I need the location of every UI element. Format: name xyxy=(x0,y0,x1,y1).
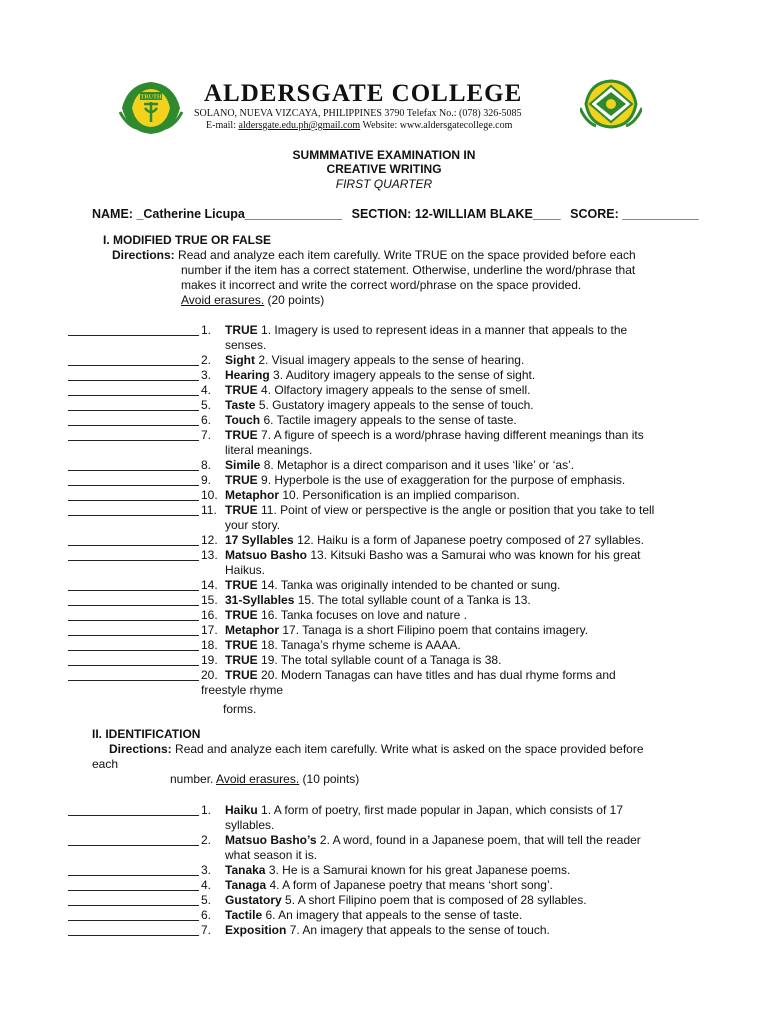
item-answer: Tactile xyxy=(225,908,263,922)
name-field: NAME: _Catherine Licupa______________ xyxy=(92,207,343,221)
item-statement: 2. A word, found in a Japanese poem, that will tell the reader xyxy=(319,833,641,847)
item-number: 16. xyxy=(201,608,218,622)
part1-directions-line1 xyxy=(112,248,636,263)
item-number: 17. xyxy=(201,623,218,637)
answer-blank-line xyxy=(68,365,199,366)
item-answer: Simile xyxy=(225,458,261,472)
item-statement: 4. A form of Japanese poetry that means ‘short song’. xyxy=(269,878,553,892)
part2-directions-line2: each xyxy=(92,757,119,771)
item-answer: TRUE xyxy=(225,608,258,622)
question-item xyxy=(201,593,676,608)
college-seal-left-icon xyxy=(118,78,184,136)
item-continuation: Haikus. xyxy=(225,563,266,577)
item-continuation: forms. xyxy=(223,702,257,716)
item-answer: TRUE xyxy=(225,668,258,682)
question-item xyxy=(201,878,676,893)
website-text: Website: www.aldersgatecollege.com xyxy=(362,120,513,131)
item-statement: 9. Hyperbole is the use of exaggeration for the purpose of emphasis. xyxy=(261,473,626,487)
part2-directions-line3 xyxy=(170,772,359,787)
question-item xyxy=(201,623,676,638)
item-number: 8. xyxy=(201,458,212,472)
answer-blank-line xyxy=(68,380,199,381)
part2-directions-label: Directions: xyxy=(109,742,172,756)
college-address: SOLANO, NUEVA VIZCAYA, PHILIPPINES 3790 Telefax No.: (078) 326-5085 xyxy=(194,108,522,119)
item-answer: Tanaka xyxy=(225,863,266,877)
item-answer: TRUE xyxy=(225,638,258,652)
item-number: 15. xyxy=(201,593,218,607)
part2-avoid-erasures: Avoid erasures. xyxy=(216,772,300,786)
item-answer: Gustatory xyxy=(225,893,282,907)
item-number: 14. xyxy=(201,578,218,592)
answer-blank-line xyxy=(68,650,199,651)
item-number: 2. xyxy=(201,833,212,847)
item-answer: Matsuo Basho xyxy=(225,548,308,562)
item-number: 7. xyxy=(201,923,212,937)
item-answer: TRUE xyxy=(225,503,258,517)
item-number: 1. xyxy=(201,803,212,817)
question-item xyxy=(201,533,676,548)
seal-left-text: TRUTH xyxy=(140,94,162,101)
item-continuation: your story. xyxy=(225,518,281,532)
question-item xyxy=(201,908,676,923)
item-number: 2. xyxy=(201,353,212,367)
item-continuation: syllables. xyxy=(225,818,275,832)
item-continuation: senses. xyxy=(225,338,267,352)
item-continuation: literal meanings. xyxy=(225,443,313,457)
question-item xyxy=(201,923,676,938)
item-answer: Metaphor xyxy=(225,623,279,637)
answer-blank-line xyxy=(68,680,199,681)
item-answer: Taste xyxy=(225,398,256,412)
college-seal-right-icon xyxy=(580,78,642,130)
question-item xyxy=(201,638,676,653)
answer-blank-line xyxy=(68,920,199,921)
question-item xyxy=(201,653,676,668)
question-item xyxy=(201,428,676,443)
item-number: 6. xyxy=(201,413,212,427)
part2-directions-text3: number. xyxy=(170,772,214,786)
item-statement: 14. Tanka was originally intended to be chanted or sung. xyxy=(261,578,561,592)
question-item xyxy=(201,803,676,818)
item-statement: 7. A figure of speech is a word/phrase having different meanings than its xyxy=(261,428,644,442)
question-item xyxy=(201,608,676,623)
question-item xyxy=(201,323,676,338)
question-item xyxy=(201,368,676,383)
answer-blank-line xyxy=(68,410,199,411)
answer-blank-line xyxy=(68,815,199,816)
part1-directions-line4 xyxy=(181,293,324,308)
item-answer: TRUE xyxy=(225,383,258,397)
item-statement: 19. The total syllable count of a Tanaga is 38. xyxy=(261,653,502,667)
answer-blank-line xyxy=(68,485,199,486)
item-statement: 3. Auditory imagery appeals to the sense of sight. xyxy=(273,368,536,382)
answer-blank-line xyxy=(68,335,199,336)
item-number: 4. xyxy=(201,878,212,892)
answer-blank-line xyxy=(68,590,199,591)
item-statement: 13. Kitsuki Basho was a Samurai who was known for his great xyxy=(310,548,641,562)
item-number: 6. xyxy=(201,908,212,922)
answer-blank-line xyxy=(68,905,199,906)
question-item xyxy=(201,473,676,488)
item-answer: TRUE xyxy=(225,323,258,337)
item-number: 10. xyxy=(201,488,218,502)
item-answer: Tanaga xyxy=(225,878,267,892)
item-answer: TRUE xyxy=(225,473,258,487)
item-statement: 8. Metaphor is a direct comparison and it uses ‘like’ or ‘as’. xyxy=(263,458,575,472)
item-continuation: what season it is. xyxy=(225,848,318,862)
answer-blank-line xyxy=(68,425,199,426)
answer-blank-line xyxy=(68,440,199,441)
item-statement: 11. Point of view or perspective is the angle or position that you take to tell xyxy=(261,503,655,517)
part1-heading: I. MODIFIED TRUE OR FALSE xyxy=(103,233,272,247)
item-answer: Sight xyxy=(225,353,255,367)
item-number: 19. xyxy=(201,653,218,667)
student-info xyxy=(92,207,705,221)
item-answer: 31-Syllables xyxy=(225,593,295,607)
college-name: ALDERSGATE COLLEGE xyxy=(204,80,523,107)
item-answer: Exposition xyxy=(225,923,287,937)
question-item xyxy=(201,863,676,878)
question-item xyxy=(201,353,676,368)
question-item xyxy=(201,893,676,908)
answer-blank-line xyxy=(68,470,199,471)
item-statement: 7. An imagery that appeals to the sense of touch. xyxy=(289,923,550,937)
part2-heading: II. IDENTIFICATION xyxy=(92,727,201,741)
item-statement: 2. Visual imagery appeals to the sense of hearing. xyxy=(258,353,525,367)
item-number: 5. xyxy=(201,398,212,412)
answer-blank-line xyxy=(68,890,199,891)
item-statement: 18. Tanaga’s rhyme scheme is AAAA. xyxy=(261,638,461,652)
part2-points: (10 points) xyxy=(302,772,360,786)
item-statement: 5. A short Filipino poem that is composed of 28 syllables. xyxy=(285,893,587,907)
answer-blank-line xyxy=(68,935,199,936)
section-field: SECTION: 12-WILLIAM BLAKE____ xyxy=(351,207,561,221)
item-answer: TRUE xyxy=(225,428,258,442)
part1-directions-text1: Read and analyze each item carefully. Write TRUE on the space provided before each xyxy=(178,248,636,262)
item-number: 18. xyxy=(201,638,218,652)
item-number: 13. xyxy=(201,548,218,562)
item-number: 9. xyxy=(201,473,212,487)
item-statement: 17. Tanaga is a short Filipino poem that contains imagery. xyxy=(282,623,589,637)
part2-directions-line1 xyxy=(109,742,689,757)
item-number: 1. xyxy=(201,323,212,337)
item-statement: 4. Olfactory imagery appeals to the sense of smell. xyxy=(261,383,531,397)
item-number: 4. xyxy=(201,383,212,397)
score-field: SCORE: ___________ xyxy=(570,207,699,221)
question-item xyxy=(201,668,676,683)
item-answer: Touch xyxy=(225,413,261,427)
item-number: 12. xyxy=(201,533,218,547)
item-statement: 10. Personification is an implied comparison. xyxy=(282,488,520,502)
item-statement: 12. Haiku is a form of Japanese poetry composed of 27 syllables. xyxy=(297,533,644,547)
part1-directions-label: Directions: xyxy=(112,248,175,262)
question-item xyxy=(201,398,676,413)
answer-blank-line xyxy=(68,875,199,876)
item-statement: 1. Imagery is used to represent ideas in a manner that appeals to the xyxy=(261,323,628,337)
item-answer: Haiku xyxy=(225,803,258,817)
part1-directions-line3: makes it incorrect and write the correct word/phrase on the space provided. xyxy=(181,278,582,292)
item-answer: TRUE xyxy=(225,578,258,592)
question-item xyxy=(201,413,676,428)
answer-blank-line xyxy=(68,845,199,846)
item-number: 5. xyxy=(201,893,212,907)
question-item xyxy=(201,383,676,398)
question-item xyxy=(201,488,676,503)
answer-blank-line xyxy=(68,635,199,636)
email-link[interactable]: aldersgate.edu.ph@gmail.com xyxy=(238,120,361,131)
item-number: 3. xyxy=(201,368,212,382)
question-item xyxy=(201,833,676,848)
email-label: E-mail: xyxy=(206,120,236,131)
item-answer: TRUE xyxy=(225,653,258,667)
item-statement: 20. Modern Tanagas can have titles and has dual rhyme forms and xyxy=(261,668,616,682)
exam-quarter: FIRST QUARTER xyxy=(335,177,433,191)
exam-title-line2: CREATIVE WRITING xyxy=(326,162,442,176)
item-continuation: freestyle rhyme xyxy=(201,683,284,697)
item-number: 7. xyxy=(201,428,212,442)
part1-points: (20 points) xyxy=(267,293,325,307)
answer-blank-line xyxy=(68,545,199,546)
item-statement: 6. An imagery that appeals to the sense of taste. xyxy=(265,908,523,922)
question-item xyxy=(201,578,676,593)
item-number: 11. xyxy=(201,503,217,517)
item-statement: 15. The total syllable count of a Tanka is 13. xyxy=(297,593,531,607)
answer-blank-line xyxy=(68,620,199,621)
item-statement: 5. Gustatory imagery appeals to the sense of touch. xyxy=(258,398,534,412)
item-number: 20. xyxy=(201,668,218,682)
college-contact xyxy=(206,120,512,131)
question-item xyxy=(201,548,676,563)
answer-blank-line xyxy=(68,665,199,666)
item-statement: 3. He is a Samurai known for his great Japanese poems. xyxy=(268,863,571,877)
answer-blank-line xyxy=(68,605,199,606)
item-statement: 1. A form of poetry, first made popular in Japan, which consists of 17 xyxy=(261,803,623,817)
answer-blank-line xyxy=(68,560,199,561)
part1-avoid-erasures: Avoid erasures. xyxy=(181,293,265,307)
item-answer: Hearing xyxy=(225,368,270,382)
item-answer: Metaphor xyxy=(225,488,279,502)
item-statement: 16. Tanka focuses on love and nature . xyxy=(261,608,467,622)
question-item xyxy=(201,503,676,518)
question-item xyxy=(201,458,676,473)
answer-blank-line xyxy=(68,500,199,501)
part2-directions-text1: Read and analyze each item carefully. Write what is asked on the space provided before xyxy=(175,742,644,756)
item-answer: Matsuo Basho’s xyxy=(225,833,317,847)
part1-directions-line2: number if the item has a correct statement. Otherwise, underline the word/phrase that xyxy=(181,263,636,277)
item-answer: 17 Syllables xyxy=(225,533,294,547)
item-number: 3. xyxy=(201,863,212,877)
answer-blank-line xyxy=(68,395,199,396)
answer-blank-line xyxy=(68,515,199,516)
item-statement: 6. Tactile imagery appeals to the sense of taste. xyxy=(263,413,517,427)
exam-title-line1: SUMMMATIVE EXAMINATION IN xyxy=(292,148,476,162)
